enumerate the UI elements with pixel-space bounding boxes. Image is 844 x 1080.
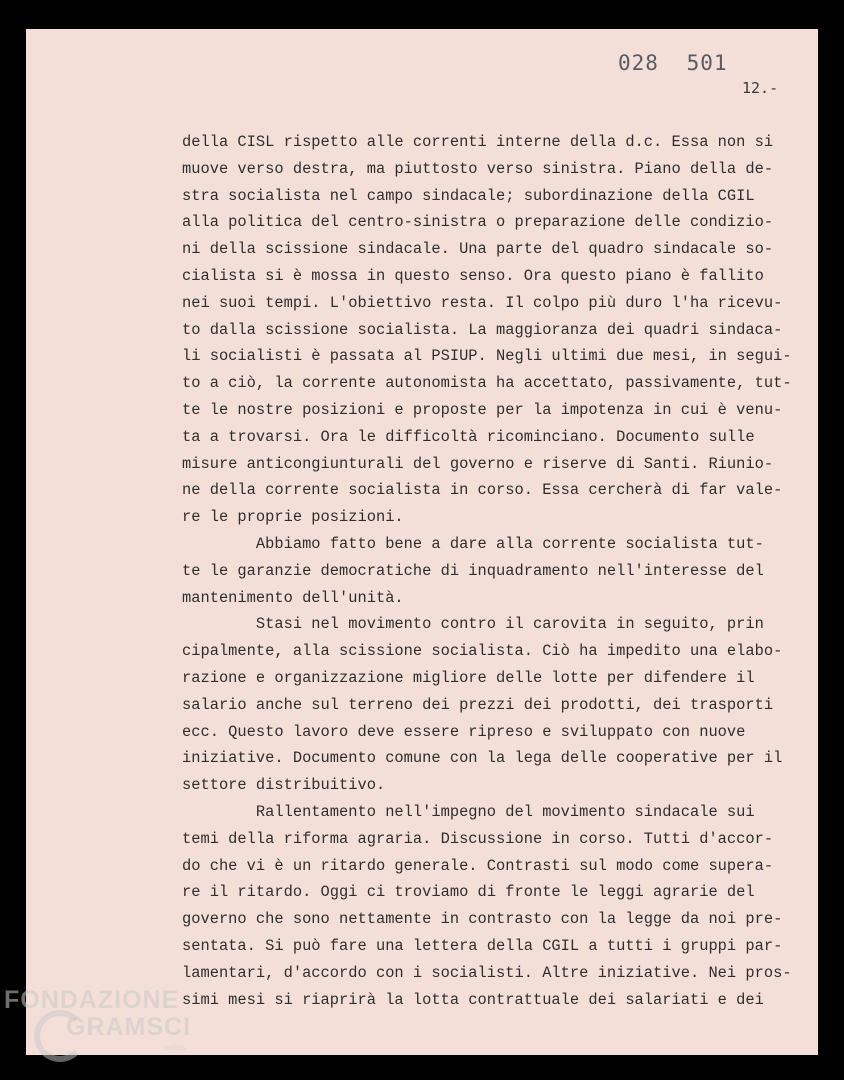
watermark-line-3: onlus <box>164 1043 186 1052</box>
text-line: te le garanzie democratiche di inquadramento nell'interesse del <box>182 561 764 580</box>
text-line: muove verso destra, ma piuttosto verso sinistra. Piano della de- <box>182 159 774 178</box>
text-line: ni della scissione sindacale. Una parte del quadro sindacale so- <box>182 240 774 259</box>
text-line: della CISL rispetto alle correnti interne della d.c. Essa non si <box>182 133 774 151</box>
text-line: ecc. Questo lavoro deve essere ripreso e sviluppato con nuove <box>182 722 746 741</box>
text-line: cipalmente, alla scissione socialista. Ciò ha impedito una elabo- <box>182 642 783 661</box>
paragraph-1 <box>182 129 818 531</box>
page-number: 12.- <box>742 79 779 97</box>
text-line: li socialisti è passata al PSIUP. Negli ultimi due mesi, in segui- <box>182 347 792 366</box>
text-line: Rallentamento nell'impegno del movimento sindacale sui <box>182 802 755 821</box>
text-line: temi della riforma agraria. Discussione in corso. Tutti d'accor- <box>182 829 774 848</box>
text-line: ne della corrente socialista in corso. Essa cercherà di far vale- <box>182 481 783 500</box>
text-line: lamentari, d'accordo con i socialisti. Altre iniziative. Nei pros- <box>182 963 792 982</box>
text-line: re le proprie posizioni. <box>182 508 404 527</box>
text-line: to dalla scissione socialista. La maggioranza dei quadri sindaca- <box>182 320 783 339</box>
text-line: mantenimento dell'unità. <box>182 588 404 607</box>
text-line: to a ciò, la corrente autonomista ha accettato, passivamente, tut- <box>182 374 792 393</box>
text-line: nei suoi tempi. L'obiettivo resta. Il colpo più duro l'ha ricevu- <box>182 293 783 312</box>
watermark-line-2: GRAMSCI <box>66 1013 192 1041</box>
text-line: stra socialista nel campo sindacale; subordinazione della CGIL <box>182 186 755 205</box>
paragraph-2 <box>182 531 818 611</box>
text-line: sentata. Si può fare una lettera della CGIL a tutti i gruppi par- <box>182 936 783 955</box>
text-line: Stasi nel movimento contro il carovita in seguito, prin <box>182 615 764 634</box>
text-line: cialista si è mossa in questo senso. Ora questo piano è fallito <box>182 266 764 285</box>
archive-stamp-number: 028 501 <box>618 51 728 75</box>
text-line: salario anche sul terreno dei prezzi dei prodotti, dei trasporti <box>182 695 774 714</box>
text-line: razione e organizzazione migliore delle lotte per difendere il <box>182 668 755 687</box>
text-line: iniziative. Documento comune con la lega delle cooperative per il <box>182 749 783 768</box>
text-line: ta a trovarsi. Ora le difficoltà ricominciano. Documento sulle <box>182 427 755 446</box>
watermark-logo-ring <box>34 1010 86 1062</box>
text-line: te le nostre posizioni e proposte per la impotenza in cui è venu- <box>182 400 783 419</box>
text-line: simi mesi si riaprirà la lotta contrattuale dei salariati e dei <box>182 990 764 1009</box>
watermark-line-1: FONDAZIONE <box>4 986 180 1014</box>
text-line: do che vi è un ritardo generale. Contrasti sul modo come supera- <box>182 856 774 875</box>
document-page <box>26 29 818 1055</box>
text-line: governo che sono nettamente in contrasto con la legge da noi pre- <box>182 910 783 929</box>
text-line: Abbiamo fatto bene a dare alla corrente socialista tut- <box>182 534 764 553</box>
text-line: alla politica del centro-sinistra o preparazione delle condizio- <box>182 213 774 232</box>
text-line: re il ritardo. Oggi ci troviamo di fronte le leggi agrarie del <box>182 883 755 902</box>
paragraph-3 <box>182 611 818 799</box>
text-line: settore distribuitivo. <box>182 776 386 795</box>
document-body <box>182 129 818 1013</box>
paragraph-4 <box>182 799 818 1013</box>
text-line: misure anticongiunturali del governo e riserve di Santi. Riunio- <box>182 454 774 473</box>
